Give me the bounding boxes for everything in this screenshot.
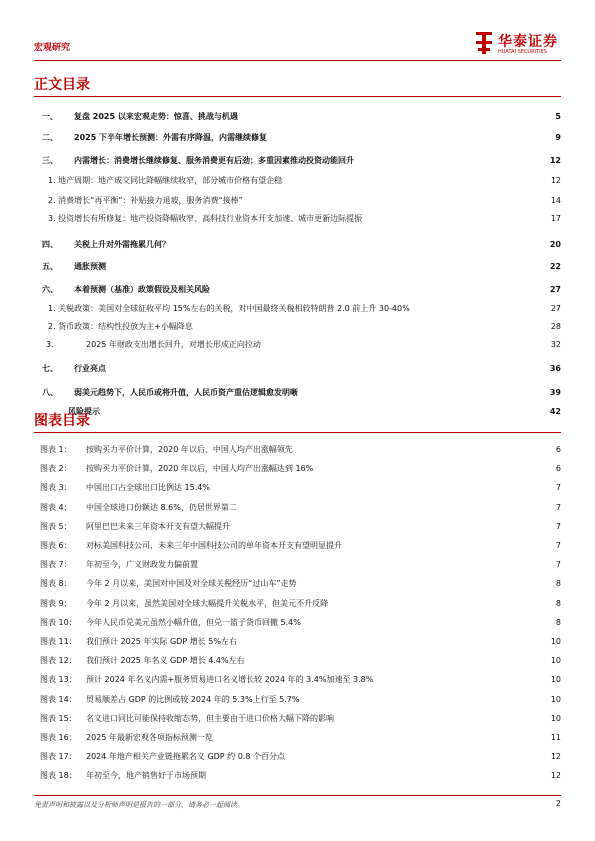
toc-entry[interactable] xyxy=(34,405,561,419)
toc-entry-page: 5 xyxy=(555,112,561,121)
toc-entry-text: 复盘 2025 以来宏观走势：惊喜、挑战与机遇 xyxy=(74,112,238,121)
toc-entry-text: 1. 地产周期：地产成交同比降幅继续收窄，部分城市价格有望企稳 xyxy=(48,176,283,185)
toc-entry[interactable] xyxy=(34,154,561,168)
figure-entry-label: 图表 8： xyxy=(40,579,72,588)
toc-entry[interactable] xyxy=(34,302,561,316)
page-number: 2 xyxy=(555,799,561,808)
figure-entry[interactable] xyxy=(34,577,561,591)
figure-entry-page: 12 xyxy=(550,771,561,780)
figure-entry-page: 10 xyxy=(550,675,561,684)
figure-entry-page: 11 xyxy=(550,733,561,742)
figure-entry-label: 图表 13： xyxy=(40,675,77,684)
toc-entry[interactable] xyxy=(34,283,561,297)
figure-entry[interactable] xyxy=(34,597,561,611)
figure-entry-page: 8 xyxy=(555,599,561,608)
toc-entry[interactable] xyxy=(34,174,561,188)
figure-entry-page: 7 xyxy=(555,483,561,492)
logo-english-name: HUATAI SECURITIES xyxy=(498,49,547,55)
figure-entry-text: 年初至今，地产销售好于市场预期 xyxy=(86,771,206,780)
figure-entry-text: 贸易顺差占 GDP 的比例或较 2024 年的 5.3%上行至 5.7% xyxy=(86,695,300,704)
toc-entry-number: 二、 xyxy=(42,133,58,142)
figure-entry-label: 图表 16： xyxy=(40,733,77,742)
figure-entry-text: 2025 年最新宏观各项指标预测一览 xyxy=(86,733,213,742)
footer-disclaimer: 免责声明和披露以及分析师声明是报告的一部分，请务必一起阅读。 xyxy=(34,801,244,809)
huatai-logo-icon xyxy=(474,30,494,56)
toc-entry[interactable] xyxy=(34,362,561,376)
toc-entry-page: 36 xyxy=(549,364,561,373)
figure-entry-page: 10 xyxy=(550,695,561,704)
toc-entry-text: 关税上升对外需拖累几何？ xyxy=(74,240,170,249)
figure-entry[interactable] xyxy=(34,539,561,553)
toc-entry[interactable] xyxy=(34,238,561,252)
toc-entry-text: 内需增长：消费增长继续修复、服务消费更有后劲；多重因素推动投资动能回升 xyxy=(74,156,354,165)
toc-entry-number: 五、 xyxy=(42,262,58,271)
toc-entry-number: 一、 xyxy=(42,112,58,121)
toc-entry-number: 四、 xyxy=(42,240,58,249)
toc-entry-page: 27 xyxy=(550,304,561,313)
figure-entry-label: 图表 17： xyxy=(40,752,77,761)
figure-entry[interactable] xyxy=(34,481,561,495)
figure-entry-text: 按购买力平价计算，2020 年以后，中国人均产出涨幅达到 16% xyxy=(86,464,314,473)
figure-entry-page: 6 xyxy=(555,445,561,454)
toc-title-divider xyxy=(34,96,561,97)
figure-entry-label: 图表 11： xyxy=(40,637,77,646)
toc-entry-number: 3. xyxy=(46,340,54,349)
toc-entry-text: 2. 消费增长“再平衡”：补贴接力退坡，服务消费“接棒” xyxy=(48,196,243,205)
footer-divider xyxy=(34,795,561,796)
figure-entry-label: 图表 3： xyxy=(40,483,72,492)
toc-entry[interactable] xyxy=(34,338,561,352)
toc-entry-number: 七、 xyxy=(42,364,58,373)
figure-entry-text: 今年 2 月以来，美国对中国及对全球关税经历“过山车”走势 xyxy=(86,579,297,588)
toc-entry[interactable] xyxy=(34,320,561,334)
figure-entry[interactable] xyxy=(34,693,561,707)
toc-entry-number: 六、 xyxy=(42,285,58,294)
toc-entry-page: 42 xyxy=(549,407,561,416)
figure-entry-label: 图表 1： xyxy=(40,445,72,454)
toc-entry-number: 三、 xyxy=(42,156,58,165)
toc-entry-page: 14 xyxy=(550,196,561,205)
toc-entry[interactable] xyxy=(34,194,561,208)
figures-title-divider xyxy=(34,432,561,433)
figure-entry-text: 我们预计 2025 年名义 GDP 增长 4.4%左右 xyxy=(86,656,245,665)
toc-entry-text: 2025 年财政支出增长回升，对增长形成正向拉动 xyxy=(86,340,261,349)
figure-entry[interactable] xyxy=(34,462,561,476)
toc-entry-page: 17 xyxy=(550,214,561,223)
figure-entry[interactable] xyxy=(34,654,561,668)
figure-entry[interactable] xyxy=(34,769,561,783)
figure-entry-page: 12 xyxy=(550,752,561,761)
toc-entry-text: 风险提示 xyxy=(68,407,100,416)
figure-entry-text: 名义进口同比可能保持收缩态势，但主要由于进口价格大幅下降的影响 xyxy=(86,714,334,723)
figure-entry-label: 图表 2： xyxy=(40,464,72,473)
figure-entry[interactable] xyxy=(34,443,561,457)
company-logo xyxy=(474,30,564,58)
figure-entry[interactable] xyxy=(34,635,561,649)
figure-entry-label: 图表 5： xyxy=(40,522,72,531)
figure-entry-text: 今年人民币兑美元虽然小幅升值，但兑一篮子货币回撤 5.4% xyxy=(86,618,301,627)
toc-entry-text: 通胀预测 xyxy=(74,262,106,271)
figure-entry[interactable] xyxy=(34,520,561,534)
figure-entry-label: 图表 12： xyxy=(40,656,77,665)
figure-entry-text: 2024 年地产相关产业链拖累名义 GDP 约 0.8 个百分点 xyxy=(86,752,285,761)
toc-entry-page: 27 xyxy=(549,285,561,294)
figure-entry-label: 图表 18： xyxy=(40,771,77,780)
toc-entry[interactable] xyxy=(34,212,561,226)
figure-entry-text: 中国出口占全球出口比例达 15.4% xyxy=(86,483,210,492)
toc-entry[interactable] xyxy=(34,260,561,274)
figure-entry[interactable] xyxy=(34,558,561,572)
toc-entry-page: 9 xyxy=(555,133,561,142)
figure-entry-text: 我们预计 2025 年实际 GDP 增长 5%左右 xyxy=(86,637,237,646)
figure-entry-page: 7 xyxy=(555,560,561,569)
toc-entry[interactable] xyxy=(34,386,561,400)
header-divider xyxy=(34,60,561,61)
toc-entry-page: 32 xyxy=(550,340,561,349)
figure-entry-page: 8 xyxy=(555,579,561,588)
figure-entry-page: 7 xyxy=(555,503,561,512)
figure-entry-text: 阿里巴巴未来三年资本开支有望大幅提升 xyxy=(86,522,230,531)
figure-entry-page: 10 xyxy=(550,656,561,665)
toc-entry-text: 弱美元趋势下，人民币或将升值，人民币资产重估逻辑愈发明晰 xyxy=(74,388,298,397)
toc-entry[interactable] xyxy=(34,110,561,124)
figure-entry-page: 7 xyxy=(555,522,561,531)
figure-entry[interactable] xyxy=(34,673,561,687)
toc-entry-text: 1. 关税政策：美国对全球征收平均 15%左右的关税，对中国最终关税相较特朗普 2.0 前上升 30-40% xyxy=(48,304,410,313)
figure-entry-page: 8 xyxy=(555,618,561,627)
figure-entry-text: 今年 2 月以来，虽然美国对全球大幅提升关税水平，但美元不升反降 xyxy=(86,599,329,608)
logo-chinese-name: 华泰证券 xyxy=(498,34,558,50)
header-report-type: 宏观研究 xyxy=(34,43,71,53)
toc-title: 正文目录 xyxy=(34,77,90,93)
figure-entry[interactable] xyxy=(34,750,561,764)
figure-entry-label: 图表 7： xyxy=(40,560,72,569)
toc-entry-page: 22 xyxy=(549,262,561,271)
figure-entry-label: 图表 4： xyxy=(40,503,72,512)
figure-entry[interactable] xyxy=(34,501,561,515)
figure-entry-label: 图表 9： xyxy=(40,599,72,608)
toc-entry-page: 20 xyxy=(549,240,561,249)
toc-entry[interactable] xyxy=(34,131,561,145)
figure-entry-text: 预计 2024 年名义内需+服务贸易进口名义增长较 2024 年的 3.4%加速至 3.8% xyxy=(86,675,374,684)
toc-entry-page: 12 xyxy=(550,176,561,185)
figure-entry[interactable] xyxy=(34,712,561,726)
figure-entry-label: 图表 10： xyxy=(40,618,77,627)
figure-entry-page: 10 xyxy=(550,637,561,646)
toc-entry-page: 39 xyxy=(549,388,561,397)
figure-entry-text: 中国全球进口份额达 8.6%，仍居世界第二 xyxy=(86,503,237,512)
toc-entry-number: 八、 xyxy=(42,388,58,397)
figure-entry-page: 6 xyxy=(555,464,561,473)
toc-entry-text: 2. 货币政策：结构性投放为主+小幅降息 xyxy=(48,322,193,331)
figure-entry-label: 图表 15： xyxy=(40,714,77,723)
toc-entry-text: 2025 下半年增长预测：外需有序降温，内需继续修复 xyxy=(74,133,268,142)
figure-entry-text: 年初至今，广义财政发力偏前置 xyxy=(86,560,198,569)
toc-entry-text: 行业亮点 xyxy=(74,364,106,373)
toc-entry-page: 12 xyxy=(549,156,561,165)
figure-entry-label: 图表 14： xyxy=(40,695,77,704)
figure-entry[interactable] xyxy=(34,731,561,745)
figure-entry[interactable] xyxy=(34,616,561,630)
toc-entry-text: 3. 投资增长有所修复：地产投资降幅收窄、高科技行业资本开支加速、城市更新边际提振 xyxy=(48,214,363,223)
figure-entry-page: 7 xyxy=(555,541,561,550)
figures-title: 图表目录 xyxy=(34,413,90,429)
figure-entry-text: 对标美国科技公司，未来三年中国科技公司的单年资本开支有望明显提升 xyxy=(86,541,342,550)
toc-entry-text: 本着预测（基准）政策假设及相关风险 xyxy=(74,285,210,294)
figure-entry-text: 按购买力平价计算，2020 年以后、中国人均产出涨幅领先 xyxy=(86,445,293,454)
toc-entry-page: 28 xyxy=(550,322,561,331)
figure-entry-label: 图表 6： xyxy=(40,541,72,550)
figure-entry-page: 10 xyxy=(550,714,561,723)
